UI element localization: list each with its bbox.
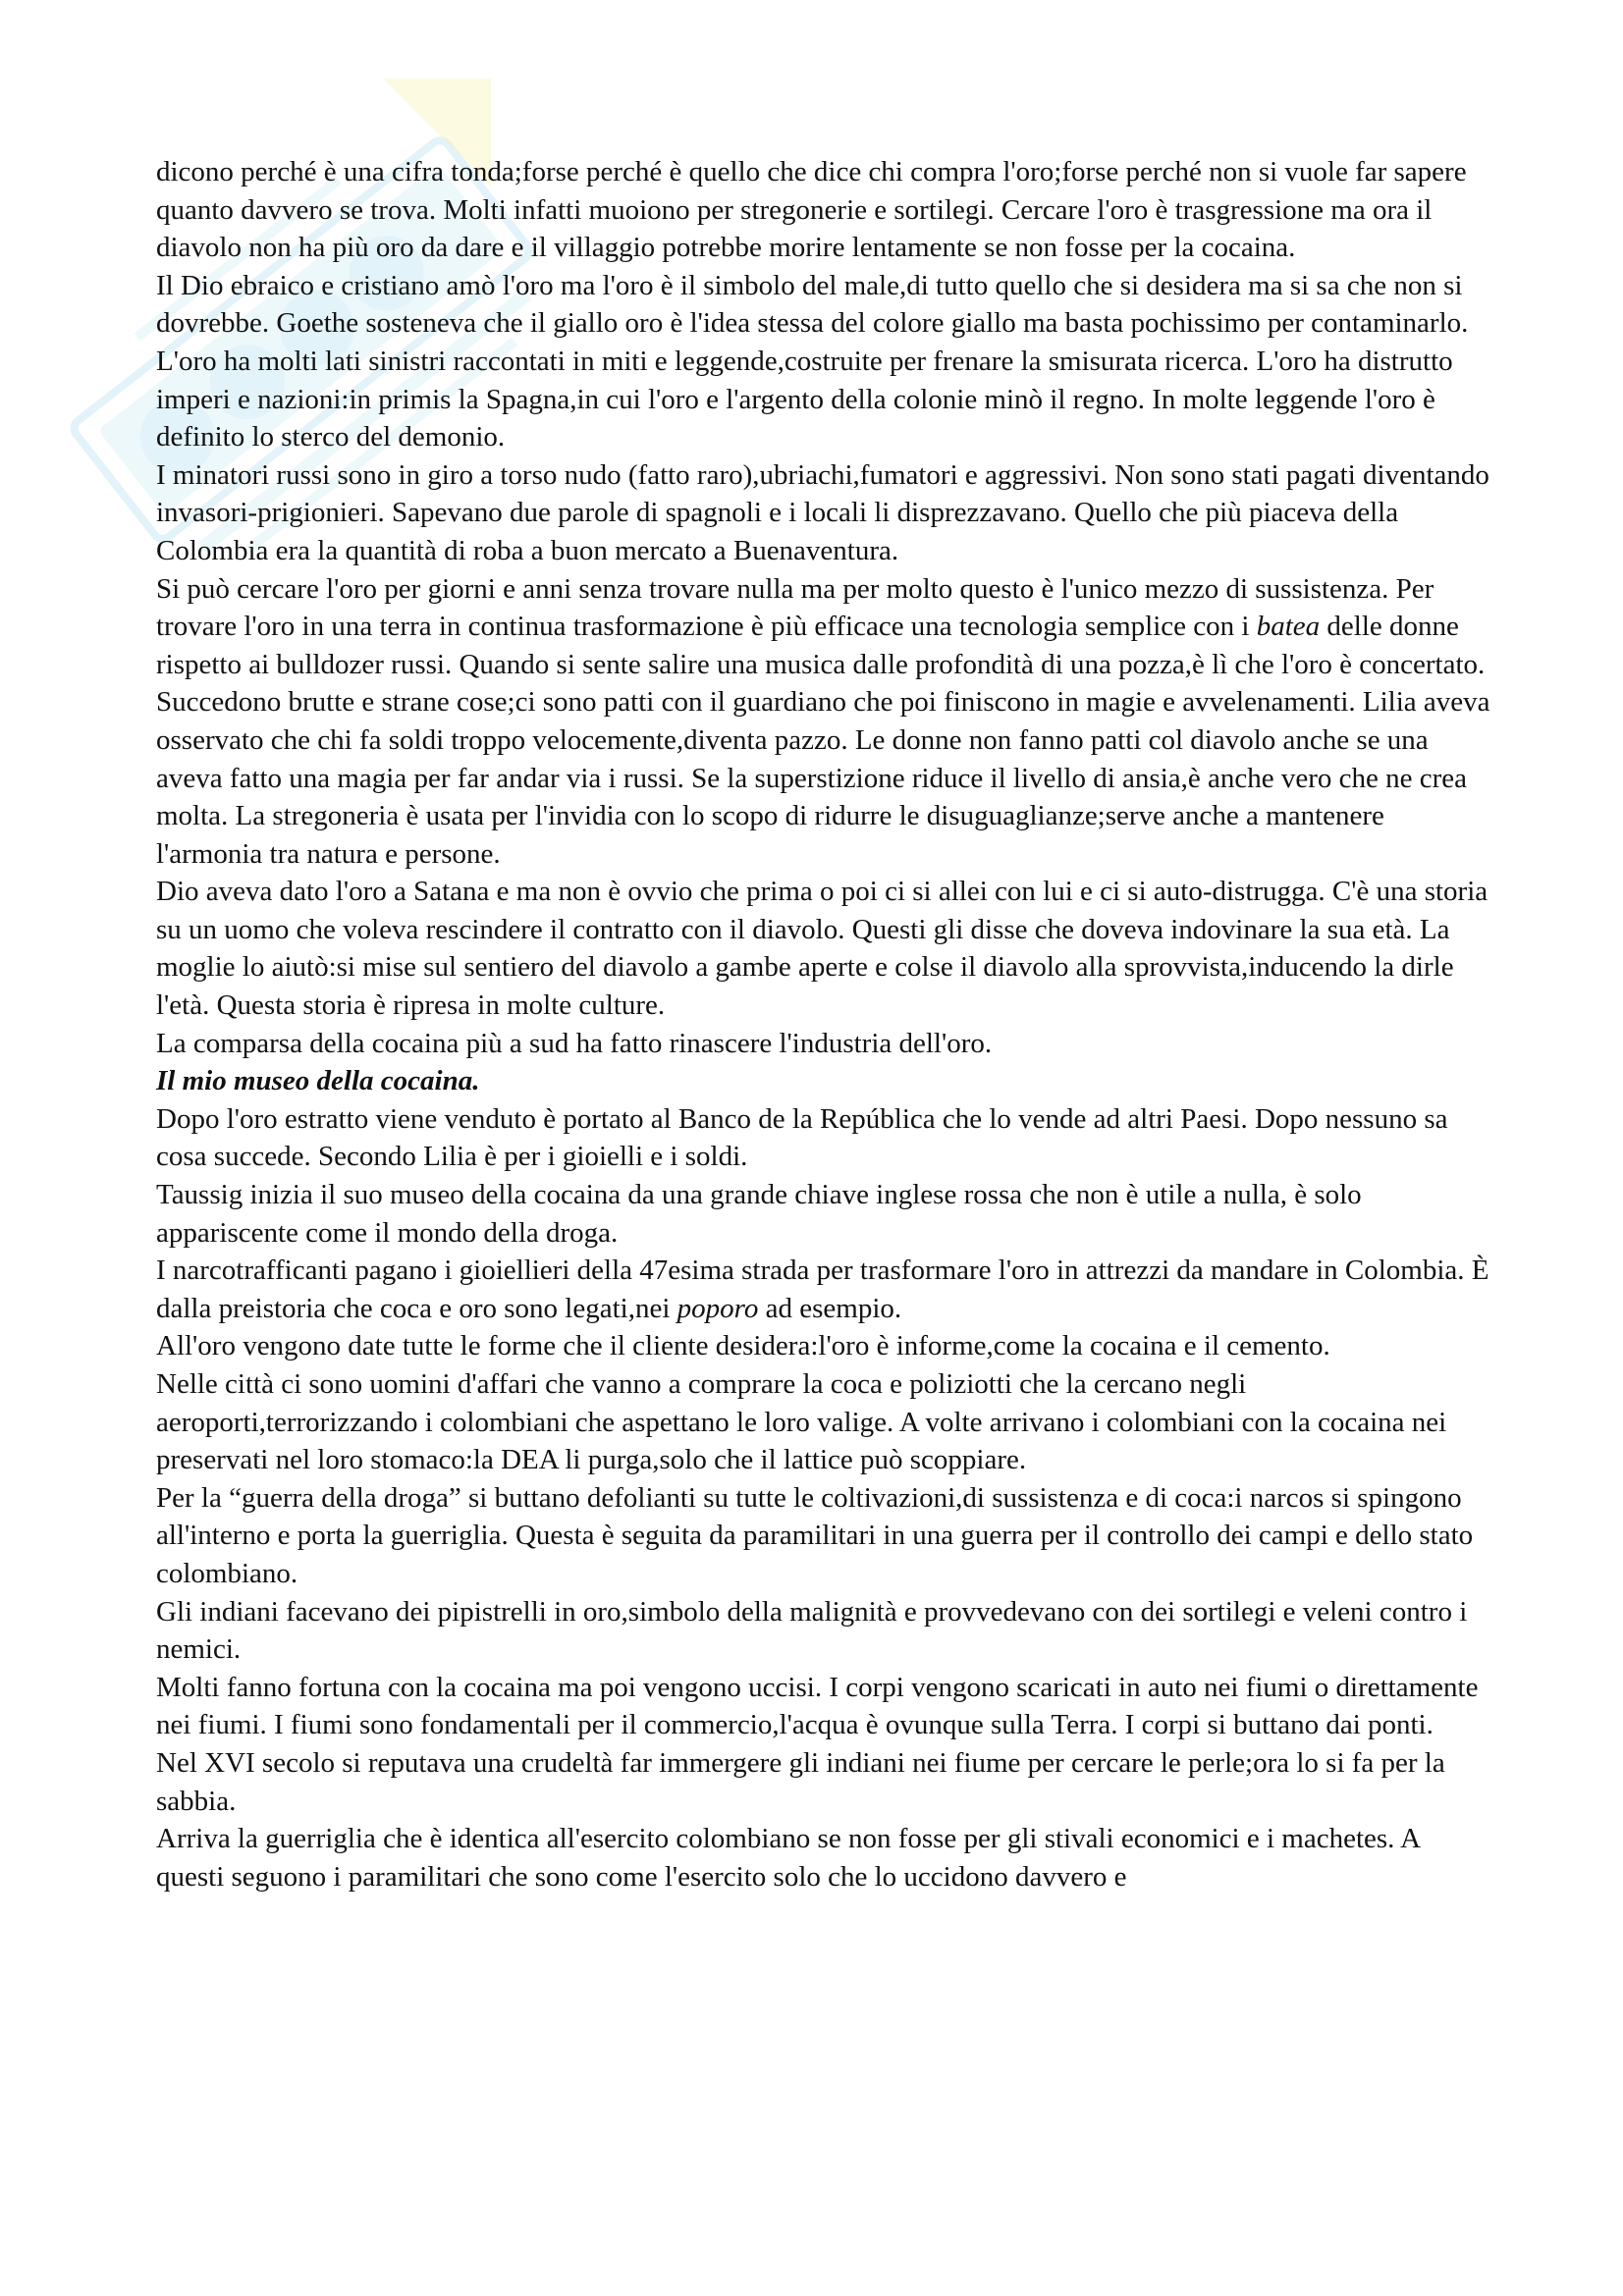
paragraph: Il Dio ebraico e cristiano amò l'oro ma l'oro è il simbolo del male,di tutto quello che si desidera ma si sa che non si dovrebbe. Goethe sosteneva che il giallo oro è l'idea stessa del colore giallo ma basta pochissimo per contaminarlo. L'oro ha molti lati sinistri raccontati in miti e leggende,costruite per frenare la smisurata ricerca. L'oro ha distrutto imperi e nazioni:in primis la Spagna,in cui l'oro e l'argento della colonie minò il regno. In molte leggende l'oro è definito lo sterco del demonio. bbox=[156, 269, 1469, 454]
paragraph: Taussig inizia il suo museo della cocaina da una grande chiave inglese rossa che non è utile a nulla, è solo appariscente come il mondo della droga. bbox=[156, 1179, 1362, 1249]
italic-term: batea bbox=[1256, 611, 1321, 643]
paragraph-text: I narcotrafficanti pagano i gioiellieri della 47esima strada per trasformare l'oro in attrezzi da mandare in Colombia. È dalla preistoria che coca e oro sono legati,nei bbox=[156, 1255, 1489, 1324]
paragraph: Per la “guerra della droga” si buttano defolianti su tutte le coltivazioni,di sussistenza e di coca:i narcos si spingono all'interno e porta la guerriglia. Questa è seguita da paramilitari in una guerra per il controllo dei campi e dello stato colombiano. bbox=[156, 1481, 1474, 1589]
document-body bbox=[156, 153, 1491, 1896]
paragraph-text: Si può cercare l'oro per giorni e anni senza trovare nulla ma per molto questo è l'unico mezzo di sussistenza. Per trovare l'oro in una terra in continua trasformazione è più efficace una tecnologia semplice con i bbox=[156, 572, 1434, 643]
paragraph: La comparsa della cocaina più a sud ha fatto rinascere l'industria dell'oro. bbox=[156, 1027, 993, 1059]
paragraph-text: ad esempio. bbox=[758, 1292, 902, 1324]
paragraph: Nelle città ci sono uomini d'affari che vanno a comprare la coca e poliziotti che la cercano negli aeroporti,terrorizzando i colombiani che aspettano le loro valige. A volte arrivano i colombiani con la cocaina nei preservati nel loro stomaco:la DEA li purga,solo che il lattice può scoppiare. bbox=[156, 1368, 1447, 1476]
paragraph: All'oro vengono date tutte le forme che il cliente desidera:l'oro è informe,come la cocaina e il cemento. bbox=[156, 1330, 1330, 1362]
paragraph: Gli indiani facevano dei pipistrelli in oro,simbolo della malignità e provvedevano con dei sortilegi e veleni contro i nemici. bbox=[156, 1595, 1468, 1666]
paragraph: Dopo l'oro estratto viene venduto è portato al Banco de la República che lo vende ad altri Paesi. Dopo nessuno sa cosa succede. Secondo Lilia è per i gioielli e i soldi. bbox=[156, 1102, 1448, 1173]
paragraph: Nel XVI secolo si reputava una crudeltà far immergere gli indiani nei fiume per cercare le perle;ora lo si fa per la sabbia. bbox=[156, 1746, 1445, 1817]
paragraph bbox=[156, 570, 1491, 684]
paragraph: I minatori russi sono in giro a torso nudo (fatto raro),ubriachi,fumatori e aggressivi. Non sono stati pagati diventando invasori-prigionieri. Sapevano due parole di spagnoli e i locali li disprezzavano. Quello che più piaceva della Colombia era la quantità di roba a buon mercato a Buenaventura. bbox=[156, 458, 1489, 566]
section-heading: Il mio museo della cocaina. bbox=[156, 1065, 480, 1097]
paragraph: Succedono brutte e strane cose;ci sono patti con il guardiano che poi finiscono in magie e avvelenamenti. Lilia aveva osservato che chi fa soldi troppo velocemente,diventa pazzo. Le donne non fanno patti col diavolo anche se una aveva fatto una magia per far andar via i russi. Se la superstizione riduce il livello di ansia,è anche vero che ne crea molta. La stregoneria è usata per l'invidia con lo scopo di ridurre le disuguaglianze;serve anche a mantenere l'armonia tra natura e persone. bbox=[156, 686, 1490, 870]
paragraph: Dio aveva dato l'oro a Satana e ma non è ovvio che prima o poi ci si allei con lui e ci si auto-distrugga. C'è una storia su un uomo che voleva rescindere il contratto con il diavolo. Questi gli disse che doveva indovinare la sua età. La moglie lo aiutò:si mise sul sentiero del diavolo a gambe aperte e colse il diavolo alla sprovvista,inducendo la dirle l'età. Questa storia è ripresa in molte culture. bbox=[156, 876, 1488, 1022]
paragraph: Arriva la guerriglia che è identica all'esercito colombiano se non fosse per gli stivali economici e i machetes. A questi seguono i paramilitari che sono come l'esercito solo che lo uccidono davvero e bbox=[156, 1823, 1420, 1893]
italic-term: poporo bbox=[676, 1292, 759, 1324]
paragraph-text: delle donne rispetto ai bulldozer russi. Quando si sente salire una musica dalle profondità di una pozza,è lì che l'oro è concertato. bbox=[156, 611, 1486, 680]
paragraph bbox=[156, 1252, 1491, 1327]
paragraph: Molti fanno fortuna con la cocaina ma poi vengono uccisi. I corpi vengono scaricati in auto nei fiumi o direttamente nei fiumi. I fiumi sono fondamentali per il commercio,l'acqua è ovunque sulla Terra. I corpi si buttano dai ponti. bbox=[156, 1671, 1479, 1741]
paragraph: dicono perché è una cifra tonda;forse perché è quello che dice chi compra l'oro;forse perché non si vuole far sapere quanto davvero se trova. Molti infatti muoiono per stregonerie e sortilegi. Cercare l'oro è trasgressione ma ora il diavolo non ha più oro da dare e il villaggio potrebbe morire lentamente se non fosse per la cocaina. bbox=[156, 156, 1467, 264]
